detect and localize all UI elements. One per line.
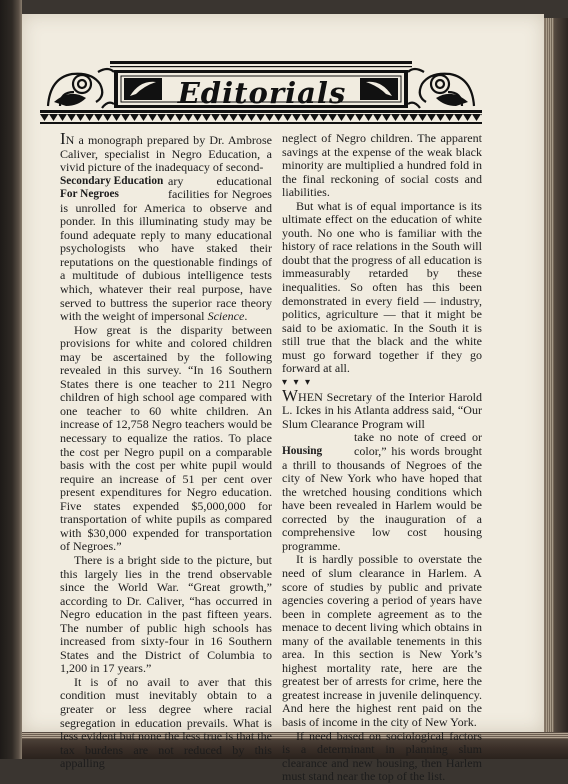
paragraph-monograph xyxy=(60,129,272,175)
page-title: Editorials xyxy=(177,76,347,110)
sidebar-heading-housing xyxy=(282,431,350,458)
sidebar-heading-secondary-education xyxy=(60,175,164,202)
italic-science: Science xyxy=(207,309,245,324)
page-stack-right-edge xyxy=(544,18,568,759)
paragraph-text: N a monograph prepared by Dr. Ambrose Caliver, specialist in Negro Education, a vivid picture of the inadequacy of second- xyxy=(60,133,272,175)
right-column xyxy=(282,132,482,784)
sidebar-heading-line1: Housing xyxy=(282,445,323,458)
section-separator: ▾ ▾ ▾ xyxy=(282,376,313,388)
paragraph-sociological: If need based on sociological factors is a determinant in planning slum clearance and new housing, then Harlem must stand near the top of the list. xyxy=(282,728,482,784)
paragraph-text: a thrill to thousands of Negroes of the city of New York who have hoped that the wretched housing conditions which have been revealed in Harlem would be corrected by the inauguration of a comprehensive low cost housing programme. xyxy=(282,457,482,553)
paragraph-ickes xyxy=(282,385,482,432)
paragraph-no-avail: It is of no avail to aver that this condition must inevitably obtain to a greater or less degree where racial segregation in education prevails. What is less evident but none the less true is that the tax burdens are not reduced by this appalling xyxy=(60,674,272,771)
sidebar-heading-line1: Secondary Education xyxy=(60,174,164,187)
paragraph-text: take no note of creed or color,” his words brought xyxy=(354,430,482,459)
book-spine-shadow xyxy=(0,0,22,759)
paragraph-bright-side: There is a bright side to the picture, but this largely lies in the trend observable since the World War. “Great growth,” according to Dr. Caliver, “has occurred in Negro education in the past fifteen years. The number of public high schools has increased from sixty-four in 16 Southern States and the District of Columbia to 1,200 in 17 years.” xyxy=(60,552,272,676)
drop-cap: W xyxy=(282,385,299,405)
drop-cap: I xyxy=(60,129,66,148)
paragraph-equal-importance: But what is of equal importance is its ultimate effect on the education of white youth. No one who is familiar with the history of race relations in the South will doubt that the progress of all education is immeasurably retarded by these inequalities. So often has this been demonstrated in every field — industry, politics, agriculture — that it might be said to be axiomatic. In the South it is still true that the black and the white must go forward together if they go forward at all. xyxy=(282,198,482,376)
left-column xyxy=(60,129,272,771)
paragraph-disparity: How great is the disparity between provisions for white and colored children may be ascertained by the following revealed in this survey. “In 16 Southern States there is one teacher to 211 Negro children of high school age compared with one teacher to 60 white children. An increase of 12,758 Negro teachers would be necessary to equalize the ratios. To place the cost per Negro pupil on a comparable basis with the cost per white pupil would require an increase of 51 per cent over present expenditures for Negro education. Five states expended $5,000,000 for transportation of white pupils as compared with $30,000 expended for transportation of Negroes.” xyxy=(60,322,272,554)
paragraph-slum-clearance: It is hardly possible to overstate the need of slum clearance in Harlem. A score of studies by public and private agencies covering a period of years have been in complete agreement as to the menace to decent living which obtains in many of the available tenements in this area. In this section is New York’s highest mortality rate, here are the greatest ber of arrests for crime, here the greatest increase in juvenile delinquency. And here the highest rent paid on the basis of income in the city of New York. xyxy=(282,552,482,729)
paragraph-text: for America to observe and ponder. In this illuminating study may be found adequate reply to many educational psychologists who have staked their reputations on the questionable findings of a multitude of dubious intelligence tests which, whatever their real purpose, have served to buttress the superior race theory with the weight of impersonal xyxy=(60,200,272,324)
paragraph-neglect: neglect of Negro children. The apparent savings at the expense of the weak black minority are multiplied a hundred fold in the final reckoning of social costs and liabilities. xyxy=(282,131,482,200)
paragraph-text: HEN Secretary of the Interior Harold L. Ickes in his Atlanta address said, “Our Slum Clearance Program will xyxy=(282,389,482,431)
paragraph-text: ary educational facilities for Negroes is unrolled xyxy=(60,173,272,215)
sidebar-heading-line2: For Negroes xyxy=(60,188,119,201)
paragraph-text: . xyxy=(244,309,248,324)
